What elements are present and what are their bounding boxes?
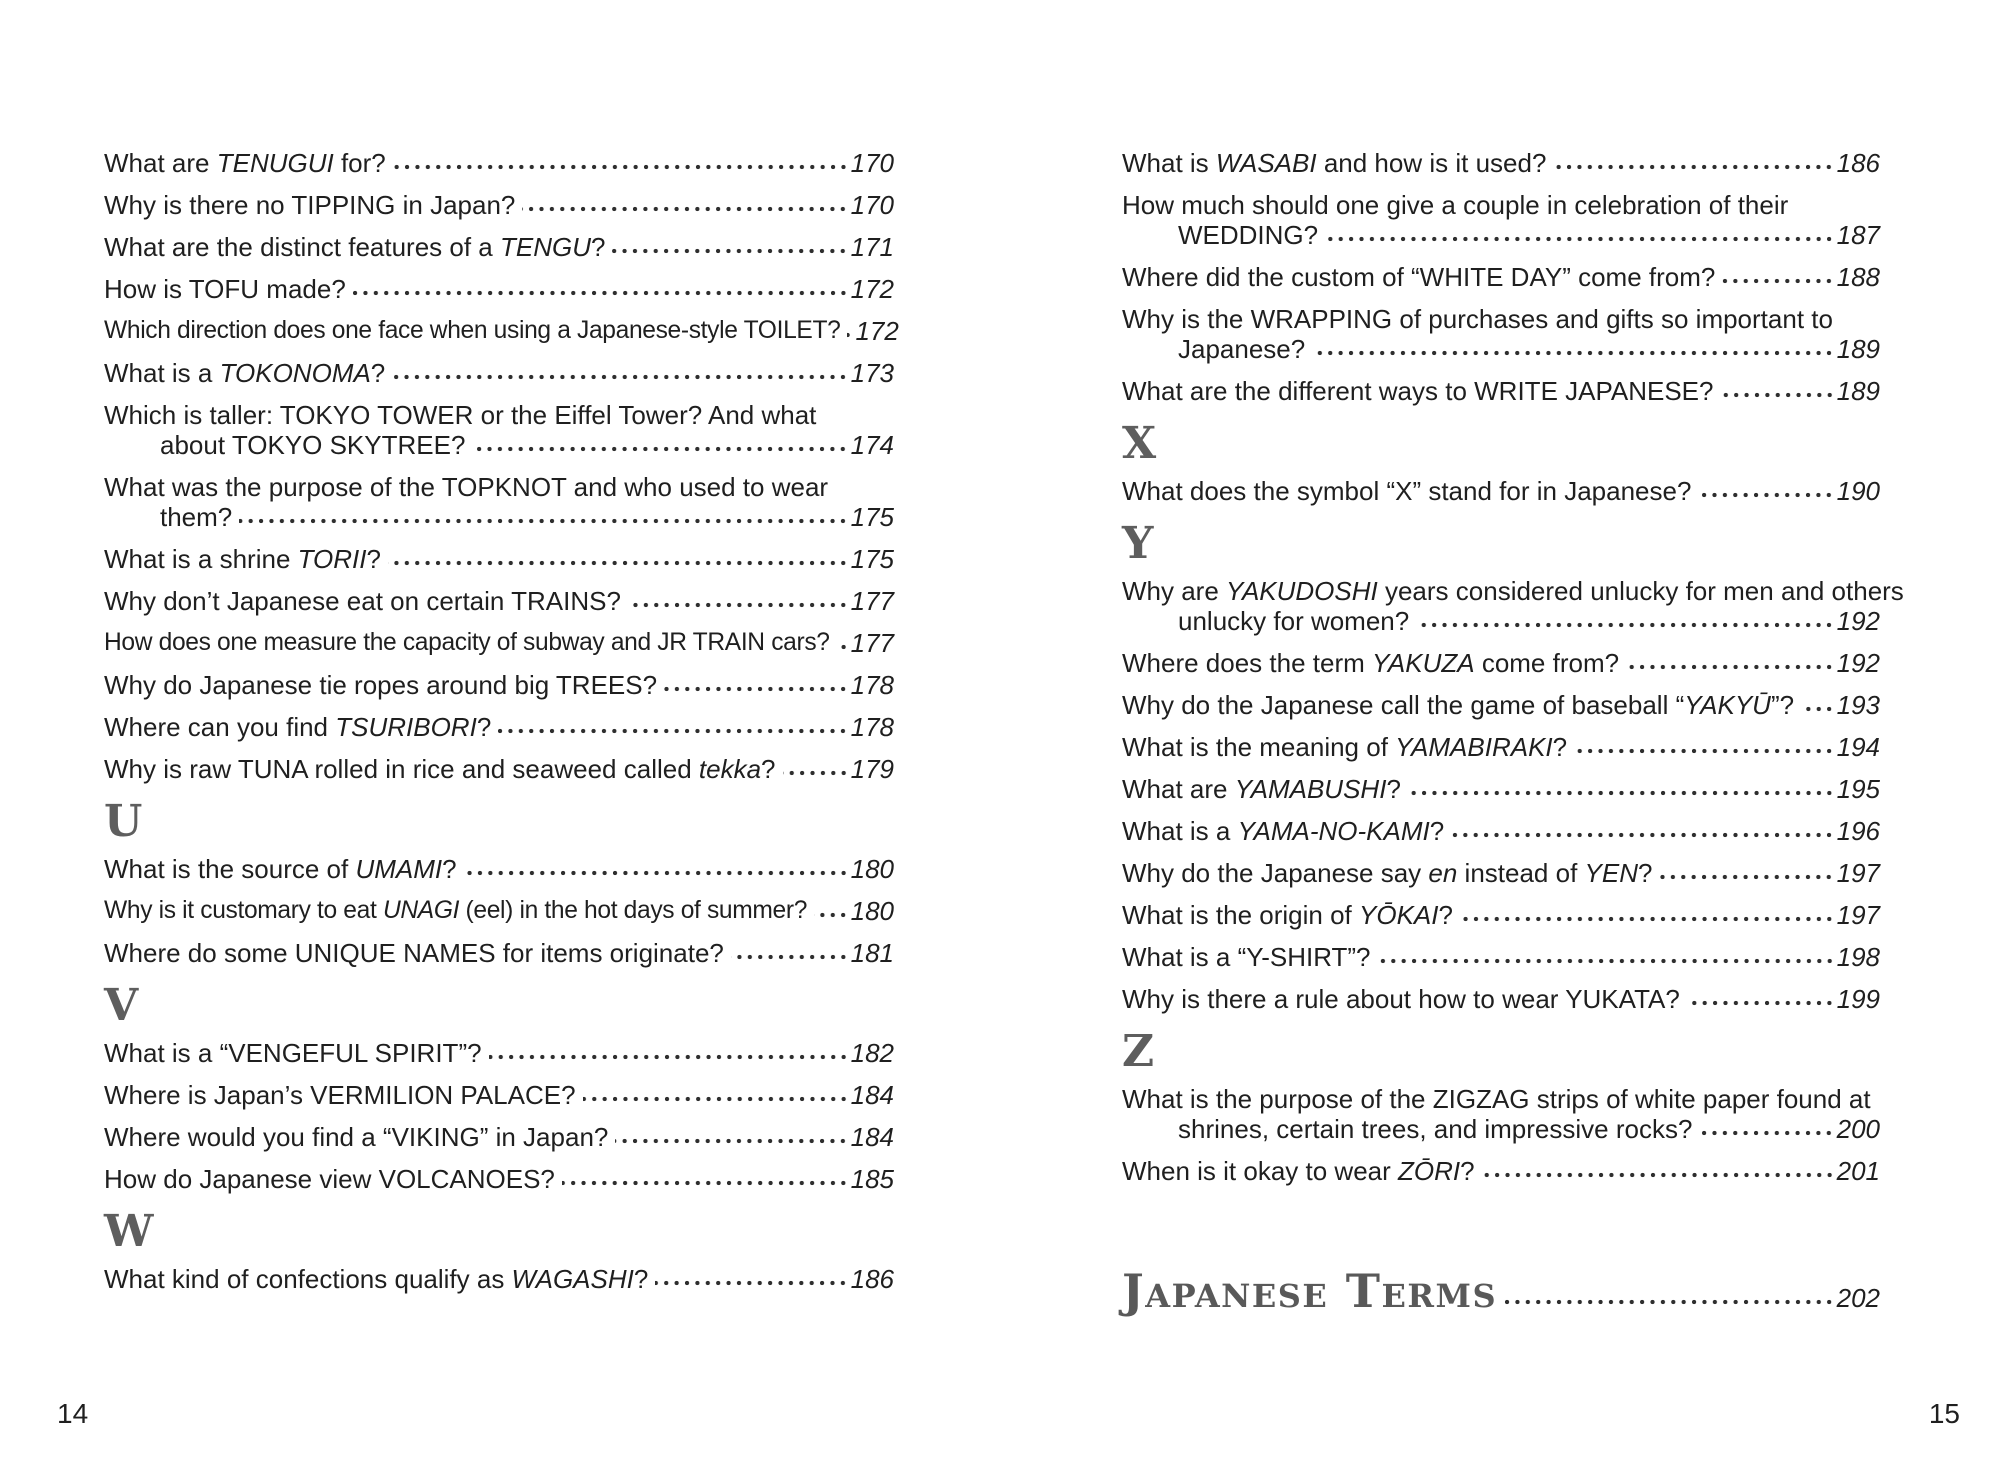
entry-text: How do Japanese view VOLCANOES? [104, 1164, 555, 1194]
entry-text: What is a shrine TORII? [104, 544, 381, 574]
toc-entry-line [1122, 942, 1880, 972]
entry-text: Which is taller: TOKYO TOWER or the Eiffel Tower? And what [104, 400, 817, 430]
entry-text: How much should one give a couple in celebration of their [1122, 190, 1789, 220]
section-letter-y: Y [1122, 518, 1154, 569]
page-number: 178 [850, 712, 894, 742]
toc-entry [104, 358, 894, 388]
toc-entry-line [1122, 816, 1880, 846]
page-number: 182 [850, 1038, 894, 1068]
entry-text: What is a TOKONOMA? [104, 358, 386, 388]
dot-leader [1325, 220, 1834, 250]
toc-entry-line [1122, 190, 1880, 220]
toc-entry [104, 628, 894, 658]
entry-text: What is WASABI and how is it used? [1122, 148, 1547, 178]
page-number: 177 [850, 586, 894, 616]
toc-entry-line [104, 754, 894, 784]
toc-entry [104, 274, 894, 304]
entry-text: What does the symbol “X” stand for in Japanese? [1122, 476, 1692, 506]
toc-entry [104, 754, 894, 784]
page-number: 184 [850, 1122, 894, 1152]
entry-text: Why is raw TUNA rolled in rice and seaweed called tekka? [104, 754, 776, 784]
terms-heading: Japanese Terms [1122, 1264, 1498, 1318]
toc-entry-line [104, 400, 894, 430]
page-number: 174 [850, 430, 894, 460]
dot-leader [628, 586, 849, 616]
page-number: 195 [1836, 774, 1880, 804]
page-number: 187 [1836, 220, 1880, 250]
toc-entry [1122, 942, 1880, 972]
entry-text: Why are YAKUDOSHI years considered unlucky for men and others [1122, 576, 1904, 606]
toc-entry-line [1122, 1156, 1880, 1186]
toc-entry [104, 316, 899, 346]
toc-entry-line [1122, 1084, 1880, 1114]
page-number: 194 [1836, 732, 1880, 762]
dot-leader [1378, 942, 1835, 972]
page-number: 173 [850, 358, 894, 388]
section-letter-x: X [1122, 418, 1157, 469]
dot-leader [392, 358, 848, 388]
page-number: 200 [1836, 1114, 1880, 1144]
dot-leader [612, 232, 848, 262]
dot-leader [1460, 900, 1835, 930]
entry-text: Why is the WRAPPING of purchases and gifts so important to [1122, 304, 1833, 334]
entry-text: Why do Japanese tie ropes around big TREES? [104, 670, 658, 700]
japanese-terms-row [1122, 1266, 1880, 1316]
toc-entry [1122, 690, 1880, 720]
toc-entry-line [1122, 220, 1880, 250]
entry-text: Japanese? [1178, 334, 1306, 364]
toc-column-left [104, 148, 899, 1306]
page-number: 197 [1836, 858, 1880, 888]
toc-entry [104, 1164, 894, 1194]
toc-entry [104, 544, 894, 574]
toc-entry [1122, 376, 1880, 406]
page-number: 193 [1836, 690, 1880, 720]
toc-entry [1122, 858, 1880, 888]
toc-entry-line [104, 502, 894, 532]
page-number: 178 [850, 670, 894, 700]
toc-entry [1122, 148, 1880, 178]
entry-text: What kind of confections qualify as WAGASHI? [104, 1264, 649, 1294]
toc-column-right [1122, 148, 1904, 1318]
dot-leader [498, 712, 848, 742]
dot-leader [1504, 1283, 1835, 1313]
toc-entry-line [104, 628, 894, 658]
dot-leader [1659, 858, 1834, 888]
entry-text: What are the distinct features of a TENGU? [104, 232, 606, 262]
page-number: 186 [850, 1264, 894, 1294]
toc-entry-line [1122, 304, 1880, 334]
section-letter-v: V [104, 980, 139, 1031]
section-letter-z: Z [1122, 1026, 1155, 1077]
entry-text: What is a “Y-SHIRT”? [1122, 942, 1371, 972]
toc-entry [104, 1264, 894, 1294]
toc-entry [104, 896, 894, 926]
page-number: 171 [850, 232, 894, 262]
toc-entry [1122, 900, 1880, 930]
toc-entry [104, 472, 894, 532]
toc-entry [1122, 732, 1880, 762]
toc-entry-line [1122, 606, 1880, 636]
entry-text: Why is there a rule about how to wear YUKATA? [1122, 984, 1680, 1014]
toc-entry-line [104, 190, 894, 220]
toc-entry [1122, 1084, 1880, 1144]
entry-text: What is the source of UMAMI? [104, 854, 457, 884]
toc-entry-line [104, 670, 894, 700]
toc-entry [104, 854, 894, 884]
dot-leader [655, 1264, 848, 1294]
page-number: 186 [1836, 148, 1880, 178]
dot-leader [522, 190, 848, 220]
toc-entry [1122, 576, 1904, 636]
toc-entry-line [104, 712, 894, 742]
dot-leader [353, 274, 849, 304]
toc-entry-line [1122, 984, 1880, 1014]
toc-entry [104, 190, 894, 220]
toc-entry [104, 232, 894, 262]
entry-text: Where can you find TSURIBORI? [104, 712, 492, 742]
page-number: 201 [1836, 1156, 1880, 1186]
toc-entry-line [1122, 648, 1880, 678]
toc-entry [1122, 1156, 1880, 1186]
page-number: 181 [850, 938, 894, 968]
entry-text: unlucky for women? [1178, 606, 1410, 636]
dot-leader [1312, 334, 1834, 364]
toc-entry [104, 148, 894, 178]
toc-entry [1122, 816, 1880, 846]
dot-leader [489, 1038, 849, 1068]
toc-entry-line [1122, 858, 1880, 888]
toc-entry-line [104, 586, 894, 616]
entry-text: Where do some UNIQUE NAMES for items originate? [104, 938, 724, 968]
toc-entry-line [104, 544, 894, 574]
toc-entry-line [1122, 1114, 1880, 1144]
entry-text: What are the different ways to WRITE JAPANESE? [1122, 376, 1714, 406]
page-number: 175 [850, 502, 894, 532]
entry-text: Why is there no TIPPING in Japan? [104, 190, 516, 220]
page-number: 196 [1836, 816, 1880, 846]
page-number: 188 [1836, 262, 1880, 292]
page-number: 170 [850, 190, 894, 220]
toc-entry-line [104, 1080, 894, 1110]
dot-leader [1416, 606, 1834, 636]
page-number: 177 [850, 628, 894, 658]
dot-leader [1408, 774, 1835, 804]
toc-entry [104, 938, 894, 968]
dot-leader [1699, 1114, 1834, 1144]
toc-entry-line [104, 1038, 894, 1068]
entry-text: How does one measure the capacity of subway and JR TRAIN cars? [104, 629, 830, 656]
toc-entry-line [1122, 376, 1880, 406]
page-number: 192 [1836, 606, 1880, 636]
entry-text: Where does the term YAKUZA come from? [1122, 648, 1620, 678]
toc-entry [1122, 984, 1880, 1014]
toc-entry-line [104, 896, 894, 926]
toc-entry-line [1122, 774, 1880, 804]
entry-text: about TOKYO SKYTREE? [160, 430, 466, 460]
toc-entry-line [1122, 476, 1880, 506]
toc-entry-line [104, 232, 894, 262]
entry-text: them? [160, 502, 233, 532]
dot-leader [1698, 476, 1834, 506]
dot-leader [847, 316, 853, 346]
toc-entry [104, 712, 894, 742]
toc-entry [104, 400, 894, 460]
section-letter-w: W [104, 1206, 154, 1257]
dot-leader [731, 938, 849, 968]
toc-entry [1122, 648, 1880, 678]
entry-text: What are YAMABUSHI? [1122, 774, 1401, 804]
dot-leader [472, 430, 848, 460]
toc-entry [1122, 190, 1880, 250]
page-number: 189 [1836, 334, 1880, 364]
page-number: 170 [850, 148, 894, 178]
toc-entry [104, 1080, 894, 1110]
folio-left: 14 [57, 1398, 89, 1429]
page-number: 202 [1836, 1283, 1880, 1313]
entry-text: Why do the Japanese say en instead of YEN? [1122, 858, 1653, 888]
page-number: 189 [1836, 376, 1880, 406]
toc-entry [104, 670, 894, 700]
entry-text: Where is Japan’s VERMILION PALACE? [104, 1080, 576, 1110]
dot-leader [393, 148, 849, 178]
entry-text: What was the purpose of the TOPKNOT and who used to wear [104, 472, 829, 502]
entry-text: What are TENUGUI for? [104, 148, 386, 178]
page-number: 180 [850, 896, 894, 926]
entry-text: What is a “VENGEFUL SPIRIT”? [104, 1038, 482, 1068]
dot-leader [615, 1122, 848, 1152]
dot-leader [1722, 262, 1834, 292]
dot-leader [1574, 732, 1835, 762]
entry-text: WEDDING? [1178, 220, 1319, 250]
dot-leader [1451, 816, 1834, 846]
toc-entry-line [104, 148, 894, 178]
page-number: 184 [850, 1080, 894, 1110]
entry-text: What is the origin of YŌKAI? [1122, 900, 1453, 930]
toc-entry-line [104, 1164, 894, 1194]
page-number: 172 [850, 274, 894, 304]
dot-leader [837, 628, 849, 658]
page-number: 199 [1836, 984, 1880, 1014]
dot-leader [239, 502, 848, 532]
dot-leader [562, 1164, 849, 1194]
page-number: 172 [855, 316, 899, 346]
toc-entry-line [1122, 576, 1904, 606]
toc-entry-line [104, 938, 894, 968]
entry-text: When is it okay to wear ZŌRI? [1122, 1156, 1475, 1186]
dot-leader [388, 544, 849, 574]
toc-entry-line [1122, 334, 1880, 364]
toc-entry-line [104, 274, 894, 304]
page-number: 175 [850, 544, 894, 574]
page-number: 179 [850, 754, 894, 784]
toc-entry [104, 586, 894, 616]
dot-leader [814, 896, 849, 926]
page-number: 197 [1836, 900, 1880, 930]
dot-leader [1801, 690, 1835, 720]
dot-leader [583, 1080, 849, 1110]
page-number: 185 [850, 1164, 894, 1194]
toc-entry-line [104, 1264, 894, 1294]
page-number: 190 [1836, 476, 1880, 506]
entry-text: Where did the custom of “WHITE DAY” come from? [1122, 262, 1716, 292]
entry-text: Why don’t Japanese eat on certain TRAINS? [104, 586, 621, 616]
toc-entry-line [104, 358, 894, 388]
entry-text: Which direction does one face when using a Japanese-style TOILET? [104, 317, 841, 344]
toc-entry-line [104, 316, 899, 346]
dot-leader [464, 854, 849, 884]
entry-text: Where would you find a “VIKING” in Japan? [104, 1122, 609, 1152]
dot-leader [1687, 984, 1835, 1014]
entry-text: How is TOFU made? [104, 274, 346, 304]
entry-text: Why do the Japanese call the game of baseball “YAKYŪ”? [1122, 690, 1795, 720]
toc-entry-line [104, 854, 894, 884]
page-number: 192 [1836, 648, 1880, 678]
entry-text: What is a YAMA-NO-KAMI? [1122, 816, 1445, 846]
toc-entry-line [1122, 732, 1880, 762]
toc-entry-line [1122, 148, 1880, 178]
dot-leader [1626, 648, 1835, 678]
toc-entry-line [104, 472, 894, 502]
dot-leader [664, 670, 849, 700]
toc-entry [104, 1038, 894, 1068]
folio-right: 15 [1928, 1398, 1960, 1429]
toc-entry [1122, 304, 1880, 364]
toc-entry [1122, 476, 1880, 506]
entry-text: shrines, certain trees, and impressive rocks? [1178, 1114, 1693, 1144]
toc-entry [104, 1122, 894, 1152]
toc-entry-line [1122, 900, 1880, 930]
dot-leader [1482, 1156, 1835, 1186]
entry-text: What is the purpose of the ZIGZAG strips of white paper found at [1122, 1084, 1871, 1114]
dot-leader [1553, 148, 1834, 178]
page-number: 198 [1836, 942, 1880, 972]
toc-entry-line [104, 430, 894, 460]
entry-text: Why is it customary to eat UNAGI (eel) in the hot days of summer? [104, 897, 808, 924]
toc-entry-line [104, 1122, 894, 1152]
toc-entry-line [1122, 690, 1880, 720]
dot-leader [783, 754, 849, 784]
entry-text: What is the meaning of YAMABIRAKI? [1122, 732, 1568, 762]
dot-leader [1721, 376, 1835, 406]
page-number: 180 [850, 854, 894, 884]
toc-entry [1122, 262, 1880, 292]
toc-entry-line [1122, 262, 1880, 292]
section-letter-u: U [104, 796, 143, 847]
toc-entry [1122, 774, 1880, 804]
